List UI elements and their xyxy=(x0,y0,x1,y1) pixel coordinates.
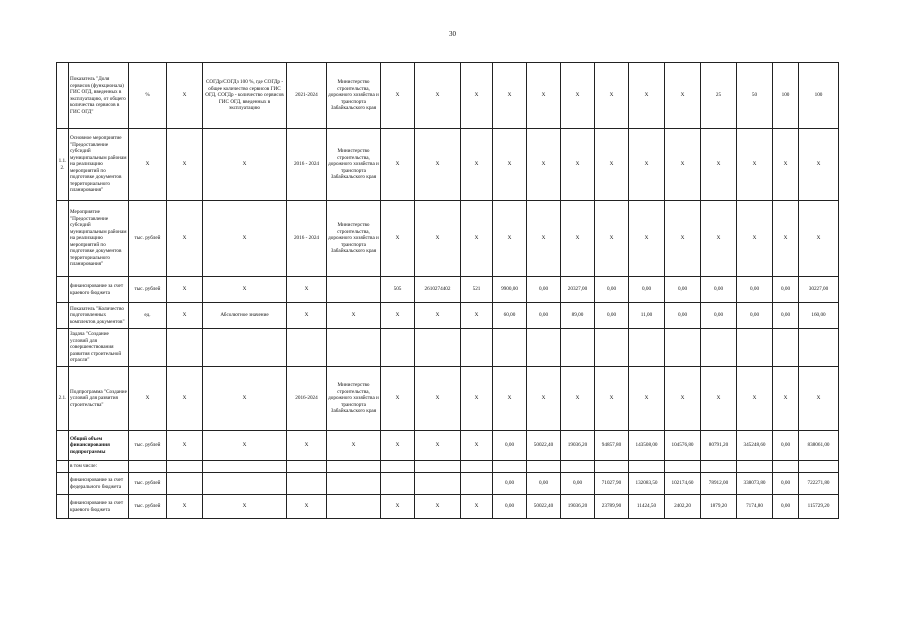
table-cell: X xyxy=(203,129,287,201)
table-cell: 0,00 xyxy=(665,303,701,329)
table-cell: Министерство строительства, дорожного хозяйства и транспорта Забайкальского края xyxy=(327,201,381,277)
table-cell: 132083,50 xyxy=(629,473,665,495)
table-cell: 50 xyxy=(737,63,773,129)
table-cell: 0,00 xyxy=(527,303,561,329)
table-cell xyxy=(203,329,287,367)
table-cell xyxy=(327,495,381,519)
table-cell: X xyxy=(595,63,629,129)
table-cell: X xyxy=(737,367,773,431)
table-cell: Министерство строительства, дорожного хозяйства и транспорта Забайкальского края xyxy=(327,63,381,129)
table-cell xyxy=(595,329,629,367)
table-cell xyxy=(461,473,493,495)
table-cell: тыс. рублей xyxy=(129,277,167,303)
table-cell xyxy=(595,461,629,473)
table-cell: X xyxy=(461,63,493,129)
table-row xyxy=(57,63,839,129)
table-cell: 100 xyxy=(799,63,839,129)
table-cell: X xyxy=(665,367,701,431)
table-cell xyxy=(527,329,561,367)
program-table xyxy=(56,62,839,519)
table-cell xyxy=(57,329,69,367)
table-cell: X xyxy=(701,129,737,201)
table-cell: 0,00 xyxy=(773,473,799,495)
table-cell xyxy=(167,329,203,367)
table-cell: X xyxy=(773,201,799,277)
table-cell: 11,00 xyxy=(629,303,665,329)
table-cell xyxy=(799,461,839,473)
table-cell: X xyxy=(493,129,527,201)
table-cell: Министерство строительства, дорожного хозяйства и транспорта Забайкальского края xyxy=(327,367,381,431)
table-cell: X xyxy=(167,495,203,519)
table-cell: ед. xyxy=(129,303,167,329)
table-cell: X xyxy=(595,201,629,277)
table-cell xyxy=(527,461,561,473)
table-cell xyxy=(415,461,461,473)
table-cell: X xyxy=(167,277,203,303)
table-row xyxy=(57,431,839,461)
table-cell: X xyxy=(381,129,415,201)
row-description-cell: Показатель "Доля сервисов (функционала) ГИС ОГД, введенных в эксплуатацию, от общего количества сервисов в ГИС ОГД" xyxy=(69,63,129,129)
table-cell xyxy=(561,329,595,367)
table-cell: 115729,20 xyxy=(799,495,839,519)
table-cell xyxy=(203,473,287,495)
table-cell: X xyxy=(773,129,799,201)
row-description-cell: Показатель "Количество подготовленных комплектов документов" xyxy=(69,303,129,329)
row-description-cell: Основное мероприятие "Предоставление субсидий муниципальным районам на реализацию мероприятий по подготовке документов территориального планирования" xyxy=(69,129,129,201)
table-cell xyxy=(287,473,327,495)
table-cell xyxy=(327,473,381,495)
table-cell: X xyxy=(167,201,203,277)
table-cell: X xyxy=(561,201,595,277)
table-cell: 0,00 xyxy=(561,473,595,495)
table-cell: 2016 - 2024 xyxy=(287,129,327,201)
table-cell: Министерство строительства, дорожного хозяйства и транспорта Забайкальского края xyxy=(327,129,381,201)
table-cell: 0,00 xyxy=(737,303,773,329)
table-cell xyxy=(57,431,69,461)
table-cell xyxy=(57,63,69,129)
table-cell: X xyxy=(629,201,665,277)
table-cell xyxy=(57,277,69,303)
table-cell: 78912,00 xyxy=(701,473,737,495)
table-cell: X xyxy=(773,367,799,431)
table-cell: 0,00 xyxy=(493,473,527,495)
table-cell: 89,00 xyxy=(561,303,595,329)
table-cell xyxy=(287,329,327,367)
table-cell: 50022,40 xyxy=(527,431,561,461)
table-cell xyxy=(327,461,381,473)
table-cell: 23789,90 xyxy=(595,495,629,519)
table-cell: 2021-2024 xyxy=(287,63,327,129)
table-cell: 60,00 xyxy=(493,303,527,329)
table-cell: X xyxy=(167,303,203,329)
table-row xyxy=(57,461,839,473)
table-cell: X xyxy=(415,303,461,329)
row-description-cell: Мероприятие "Предоставление субсидий муниципальным районам на реализацию мероприятий по подготовке документов территориального планирования" xyxy=(69,201,129,277)
table-cell: X xyxy=(493,201,527,277)
table-cell: X xyxy=(415,201,461,277)
table-cell xyxy=(327,277,381,303)
table-cell: 9900,00 xyxy=(493,277,527,303)
table-cell xyxy=(561,461,595,473)
page-number: 30 xyxy=(449,30,456,38)
row-description-cell: Подпрограмма "Создание условий для развития строительства" xyxy=(69,367,129,431)
table-cell xyxy=(381,329,415,367)
table-cell: X xyxy=(327,303,381,329)
table-cell: 2402,20 xyxy=(665,495,701,519)
table-cell: 104576,80 xyxy=(665,431,701,461)
table-cell xyxy=(287,461,327,473)
table-cell: X xyxy=(799,129,839,201)
table-cell: тыс. рублей xyxy=(129,495,167,519)
table-cell: 0,00 xyxy=(595,277,629,303)
table-cell: 94857,80 xyxy=(595,431,629,461)
table-cell xyxy=(737,461,773,473)
table-cell: X xyxy=(461,201,493,277)
table-cell: X xyxy=(527,367,561,431)
table-cell: X xyxy=(737,201,773,277)
table-cell: X xyxy=(527,129,561,201)
table-cell: X xyxy=(493,367,527,431)
table-cell: 20327,00 xyxy=(561,277,595,303)
table-cell: 2610274402 xyxy=(415,277,461,303)
table-cell: 160,00 xyxy=(799,303,839,329)
table-cell: X xyxy=(461,303,493,329)
table-cell: 100 xyxy=(773,63,799,129)
table-row xyxy=(57,129,839,201)
table-cell: X xyxy=(287,495,327,519)
table-cell: X xyxy=(461,367,493,431)
table-cell xyxy=(57,201,69,277)
table-cell xyxy=(773,461,799,473)
table-cell: 7174,80 xyxy=(737,495,773,519)
row-description-cell: в том числе: xyxy=(69,461,129,473)
table-cell: X xyxy=(415,431,461,461)
table-cell xyxy=(415,329,461,367)
table-cell: X xyxy=(381,495,415,519)
table-cell: тыс. рублей xyxy=(129,473,167,495)
table-cell: СОГДр/СОГДз 100 %, где СОГДр - общее количество сервисов ГИС ОГД, СОГДр - количество сервисов ГИС ОГД, введенных в эксплуатацию xyxy=(203,63,287,129)
table-cell: X xyxy=(527,63,561,129)
table-cell xyxy=(737,329,773,367)
table-cell: 0,00 xyxy=(737,277,773,303)
table-cell: 521 xyxy=(461,277,493,303)
table-cell: 0,00 xyxy=(773,303,799,329)
table-cell: X xyxy=(561,129,595,201)
table-cell: X xyxy=(167,431,203,461)
table-cell: X xyxy=(595,367,629,431)
table-cell: X xyxy=(287,303,327,329)
table-cell: X xyxy=(799,367,839,431)
table-cell: X xyxy=(415,63,461,129)
table-cell: тыс. рублей xyxy=(129,431,167,461)
table-cell: % xyxy=(129,63,167,129)
row-description-cell: Общий объем финансирования подпрограммы xyxy=(69,431,129,461)
table-cell: X xyxy=(665,63,701,129)
table-cell: 1879,20 xyxy=(701,495,737,519)
table-row xyxy=(57,201,839,277)
table-row xyxy=(57,367,839,431)
table-cell xyxy=(799,329,839,367)
table-cell: 0,00 xyxy=(773,431,799,461)
table-cell xyxy=(493,329,527,367)
table-cell: 1.1.2. xyxy=(57,129,69,201)
table-cell: 80791,20 xyxy=(701,431,737,461)
table-cell: 19036,20 xyxy=(561,431,595,461)
table-cell: 11424,50 xyxy=(629,495,665,519)
table-cell: X xyxy=(129,129,167,201)
table-cell xyxy=(415,473,461,495)
table-cell: X xyxy=(493,63,527,129)
table-cell: 2016-2024 xyxy=(287,367,327,431)
table-cell xyxy=(167,461,203,473)
table-row xyxy=(57,329,839,367)
table-cell: X xyxy=(665,129,701,201)
table-cell: X xyxy=(415,495,461,519)
table-row xyxy=(57,277,839,303)
table-cell: тыс. рублей xyxy=(129,201,167,277)
table-cell: X xyxy=(203,431,287,461)
table-cell: X xyxy=(799,201,839,277)
table-cell: X xyxy=(461,431,493,461)
table-cell: 0,00 xyxy=(701,277,737,303)
table-cell: 345248,60 xyxy=(737,431,773,461)
table-cell: 722271,80 xyxy=(799,473,839,495)
table-cell: X xyxy=(327,431,381,461)
table-row xyxy=(57,303,839,329)
table-cell: 2.1. xyxy=(57,367,69,431)
table-cell: 30227,00 xyxy=(799,277,839,303)
table-cell: 102174,60 xyxy=(665,473,701,495)
table-cell xyxy=(493,461,527,473)
table-cell xyxy=(381,473,415,495)
table-cell xyxy=(665,329,701,367)
table-cell xyxy=(381,461,415,473)
table-cell: 838061,00 xyxy=(799,431,839,461)
table-cell: X xyxy=(737,129,773,201)
table-cell: X xyxy=(381,63,415,129)
table-cell: 19036,20 xyxy=(561,495,595,519)
table-cell: 71027,90 xyxy=(595,473,629,495)
table-cell: X xyxy=(665,201,701,277)
table-cell: X xyxy=(701,367,737,431)
table-cell: X xyxy=(287,277,327,303)
table-cell: X xyxy=(381,367,415,431)
table-cell: 0,00 xyxy=(629,277,665,303)
table-cell xyxy=(57,303,69,329)
table-cell: 0,00 xyxy=(773,495,799,519)
table-cell: X xyxy=(203,277,287,303)
table-cell xyxy=(461,329,493,367)
row-description-cell: Задача "Создание условий для совершенствования развития строительной отрасли" xyxy=(69,329,129,367)
table-cell xyxy=(773,329,799,367)
table-cell: X xyxy=(701,201,737,277)
table-cell: X xyxy=(381,201,415,277)
table-cell: 143508,00 xyxy=(629,431,665,461)
table-cell: 0,00 xyxy=(493,431,527,461)
table-cell xyxy=(129,329,167,367)
table-cell: X xyxy=(629,367,665,431)
table-cell: X xyxy=(461,129,493,201)
table-cell: 0,00 xyxy=(665,277,701,303)
row-description-cell: финансирование за счет федерального бюджета xyxy=(69,473,129,495)
table-cell: X xyxy=(167,129,203,201)
table-cell: 0,00 xyxy=(527,473,561,495)
table-cell: 0,00 xyxy=(701,303,737,329)
table-cell xyxy=(203,461,287,473)
table-cell: Абсолютное значение xyxy=(203,303,287,329)
table-cell xyxy=(167,473,203,495)
table-cell: 0,00 xyxy=(527,277,561,303)
table-cell: 0,00 xyxy=(493,495,527,519)
table-cell: X xyxy=(381,431,415,461)
table-cell: X xyxy=(461,495,493,519)
table-cell: X xyxy=(167,367,203,431)
table-cell: X xyxy=(203,495,287,519)
table-cell xyxy=(701,329,737,367)
table-row xyxy=(57,473,839,495)
table-cell xyxy=(701,461,737,473)
table-cell: X xyxy=(129,367,167,431)
table-cell: 505 xyxy=(381,277,415,303)
table-cell: X xyxy=(629,63,665,129)
table-cell xyxy=(665,461,701,473)
table-cell xyxy=(57,473,69,495)
table-cell xyxy=(57,461,69,473)
table-cell xyxy=(129,461,167,473)
table-cell: X xyxy=(167,63,203,129)
table-cell: X xyxy=(287,431,327,461)
table-cell xyxy=(57,495,69,519)
table-cell: 2016 - 2024 xyxy=(287,201,327,277)
table-cell: X xyxy=(561,367,595,431)
table-cell xyxy=(629,329,665,367)
table-cell xyxy=(461,461,493,473)
table-cell: X xyxy=(629,129,665,201)
table-cell: 0,00 xyxy=(773,277,799,303)
table-cell: X xyxy=(415,129,461,201)
table-cell: X xyxy=(415,367,461,431)
row-description-cell: финансирование за счет краевого бюджета xyxy=(69,495,129,519)
table-cell: X xyxy=(527,201,561,277)
table-cell: X xyxy=(203,367,287,431)
table-cell: 338073,80 xyxy=(737,473,773,495)
table-cell: X xyxy=(595,129,629,201)
table-cell: X xyxy=(381,303,415,329)
table-cell xyxy=(629,461,665,473)
table-cell: 0,00 xyxy=(595,303,629,329)
row-description-cell: финансирование за счет краевого бюджета xyxy=(69,277,129,303)
table-row xyxy=(57,495,839,519)
table-cell: 25 xyxy=(701,63,737,129)
table-cell: X xyxy=(203,201,287,277)
table-cell: 50022,40 xyxy=(527,495,561,519)
table-cell: X xyxy=(561,63,595,129)
table-cell xyxy=(327,329,381,367)
